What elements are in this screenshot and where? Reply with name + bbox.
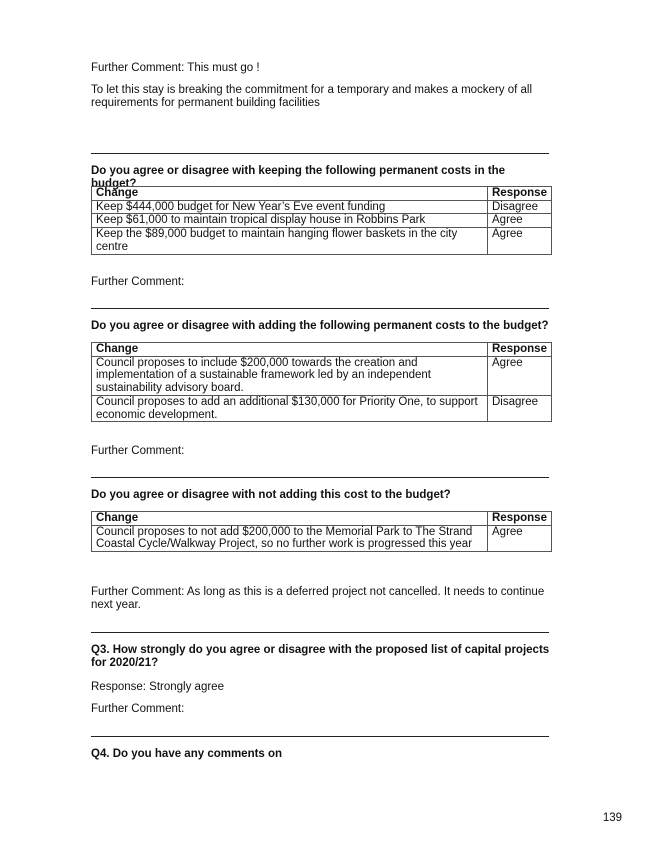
question-q3: Q3. How strongly do you agree or disagree with the proposed list of capital projects for 2020/21? bbox=[91, 644, 550, 669]
column-header-change: Change bbox=[92, 512, 488, 526]
q3-further-comment: Further Comment: bbox=[91, 703, 185, 715]
table-row bbox=[92, 200, 552, 214]
column-header-response: Response bbox=[488, 187, 552, 201]
question-add-costs: Do you agree or disagree with adding the following permanent costs to the budget? bbox=[91, 320, 549, 332]
table-header-row bbox=[92, 512, 552, 526]
table-header-row bbox=[92, 187, 552, 201]
keep-costs-table bbox=[91, 186, 552, 255]
section-divider bbox=[91, 736, 549, 737]
change-cell: Council proposes to include $200,000 towards the creation and implementation of a sustainable framework led by an independent sustainability advisory board. bbox=[92, 356, 488, 395]
section-divider bbox=[91, 632, 549, 633]
column-header-response: Response bbox=[488, 343, 552, 357]
page-number: 139 bbox=[602, 812, 622, 824]
table-row bbox=[92, 214, 552, 228]
not-adding-table bbox=[91, 511, 552, 552]
response-cell: Agree bbox=[488, 525, 552, 551]
section-divider bbox=[91, 308, 549, 309]
column-header-response: Response bbox=[488, 512, 552, 526]
question-q4: Q4. Do you have any comments on bbox=[91, 748, 283, 760]
response-cell: Agree bbox=[488, 214, 552, 228]
response-cell: Disagree bbox=[488, 200, 552, 214]
further-comment-keep: Further Comment: bbox=[91, 276, 185, 288]
table-row bbox=[92, 356, 552, 395]
column-header-change: Change bbox=[92, 343, 488, 357]
question-not-adding: Do you agree or disagree with not adding this cost to the budget? bbox=[91, 489, 451, 501]
q3-response: Response: Strongly agree bbox=[91, 681, 224, 693]
section-divider bbox=[91, 153, 549, 154]
further-comment-add: Further Comment: bbox=[91, 445, 185, 457]
question-keep-costs: Do you agree or disagree with keeping the following permanent costs in the budget? bbox=[91, 165, 506, 190]
change-cell: Council proposes to not add $200,000 to the Memorial Park to The Strand Coastal Cycle/Walkway Project, so no further work is progressed this year bbox=[92, 525, 488, 551]
change-cell: Keep $61,000 to maintain tropical display house in Robbins Park bbox=[92, 214, 488, 228]
further-comment-intro: Further Comment: This must go ! bbox=[91, 62, 260, 74]
table-row bbox=[92, 228, 552, 254]
change-cell: Keep $444,000 budget for New Year’s Eve event funding bbox=[92, 200, 488, 214]
column-header-change: Change bbox=[92, 187, 488, 201]
response-cell: Agree bbox=[488, 228, 552, 254]
change-cell: Council proposes to add an additional $130,000 for Priority One, to support economic development. bbox=[92, 395, 488, 421]
table-row bbox=[92, 395, 552, 421]
section-divider bbox=[91, 477, 549, 478]
response-cell: Disagree bbox=[488, 395, 552, 421]
table-row bbox=[92, 525, 552, 551]
comment-paragraph: To let this stay is breaking the commitment for a temporary and makes a mockery of all requirements for permanent building facilities bbox=[91, 84, 533, 109]
response-cell: Agree bbox=[488, 356, 552, 395]
change-cell: Keep the $89,000 budget to maintain hanging flower baskets in the city centre bbox=[92, 228, 488, 254]
further-comment-not-adding: Further Comment: As long as this is a deferred project not cancelled. It needs to continue next year. bbox=[91, 586, 545, 611]
table-header-row bbox=[92, 343, 552, 357]
add-costs-table bbox=[91, 342, 552, 422]
